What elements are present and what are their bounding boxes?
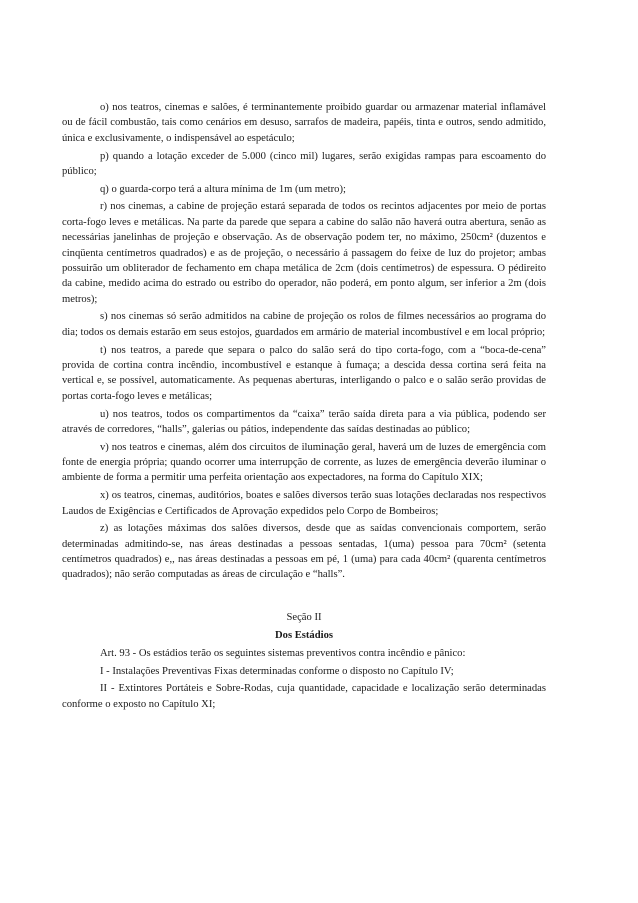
paragraph-item-z: z) as lotações máximas dos salões diversos, desde que as saídas convencionais comportem, serão determinadas admitindo-se, nas áreas destinadas a pessoas sentadas, 1(uma) pessoa para 70cm² (setenta centímetros quadrados) e,, nas áreas destinadas a pessoas em pé, 1 (uma) para cada 40cm² (quarenta centímetros quadrados); não serão computadas as áreas de circulação e “halls”. <box>62 523 546 581</box>
section-label: Seção II <box>286 611 322 623</box>
paragraph-item-q: q) o guarda-corpo terá a altura mínima de 1m (um metro); <box>100 183 346 195</box>
document-page <box>62 100 546 714</box>
paragraph-item-s: s) nos cinemas só serão admitidos na cabine de projeção os rolos de filmes necessários ao programa do dia; todos os demais estarão em seus estojos, guardados em armário de material incombustível e em local próprio; <box>62 311 546 338</box>
paragraph-item-o: o) nos teatros, cinemas e salões, é terminantemente proibido guardar ou armazenar material inflamável ou de fácil combustão, tais como cenários em desuso, sarrafos de madeira, papéis, tinta e outros, sendo admitido, única e exclusivamente, o indispensável ao espetáculo; <box>62 102 546 144</box>
section-title: Dos Estádios <box>275 630 333 642</box>
paragraph-item-p: p) quando a lotação exceder de 5.000 (cinco mil) lugares, serão exigidas rampas para escoamento do público; <box>62 150 546 177</box>
article-93-item-i: I - Instalações Preventivas Fixas determinadas conforme o disposto no Capítulo IV; <box>100 665 454 677</box>
paragraph-item-r: r) nos cinemas, a cabine de projeção estará separada de todos os recintos adjacentes por meio de portas corta-fogo leves e metálicas. Na parte da parede que separa a cabine do salão não haverá outra abertura, senão as necessárias janelinhas de projeção e observação. As de observação podem ter, no máximo, 250cm² (duzentos e cinqüenta centímetros quadrados) e as de projeção, o necessário á passagem do feixe de luz do projetor; ambas possuirão um obliterador de fechamento em chapa metálica de 2cm (dois centímetros) de espessura. O pédireito da cabine, medido acima do estrado ou estribo do operador, não poderá, em ponto algum, ser inferior a 2m (dois metros); <box>62 201 546 305</box>
paragraph-item-v: v) nos teatros e cinemas, além dos circuitos de iluminação geral, haverá um de luzes de emergência com fonte de energia própria; quando ocorrer uma interrupção de corrente, as luzes de emergência deverão iluminar o ambiente de forma a permitir uma perfeita orientação aos expectadores, na forma do Capítulo XIX; <box>62 441 546 484</box>
article-93-item-ii: II - Extintores Portáteis e Sobre-Rodas, cuja quantidade, capacidade e localização serão determinadas conforme o exposto no Capítulo XI; <box>62 683 546 710</box>
paragraph-item-x: x) os teatros, cinemas, auditórios, boates e salões diversos terão suas lotações declaradas nos respectivos Laudos de Exigências e Certificados de Aprovação expedidos pelo Corpo de Bombeiros; <box>62 490 546 517</box>
paragraph-item-t: t) nos teatros, a parede que separa o palco do salão será do tipo corta-fogo, com a “boca-de-cena” provida de cortina contra incêndio, incombustível e estanque à fumaça; a descida dessa cortina será feita na vertical e, se possível, automaticamente. As pequenas aberturas, interligando o palco e o salão serão providas de portas corta-fogo leves e metálicas; <box>62 344 546 402</box>
paragraph-item-u: u) nos teatros, todos os compartimentos da “caixa” terão saída direta para a via pública, podendo ser através de corredores, “halls”, galerias ou pátios, independente das saídas destinadas ao público; <box>62 408 546 435</box>
article-93-paragraph: Art. 93 - Os estádios terão os seguintes sistemas preventivos contra incêndio e pânico: <box>100 647 466 659</box>
